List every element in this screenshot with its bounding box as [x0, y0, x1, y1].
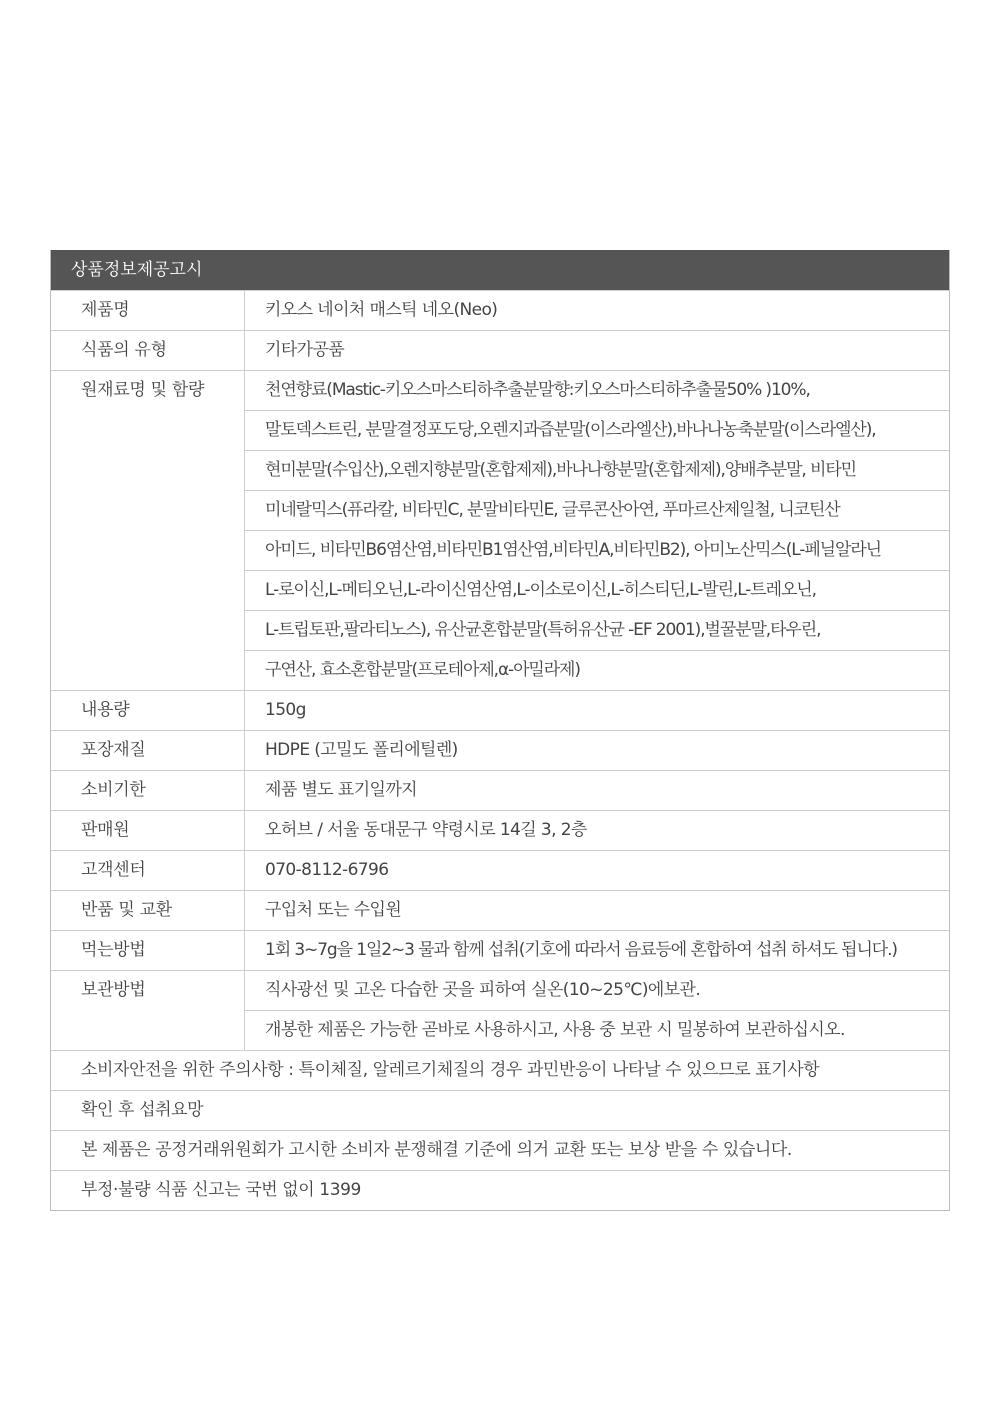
- ingredient-line: 현미분말(수입산),오렌지향분말(혼합제제),바나나향분말(혼합제제),양배추분말, 비타민: [245, 450, 949, 490]
- row-values: [245, 811, 949, 850]
- table-row-dispute-note: [51, 1130, 949, 1170]
- table-row-net-content: [51, 690, 949, 730]
- table-row-directions: [51, 930, 949, 970]
- row-value: 키오스 네이처 매스틱 네오(Neo): [265, 300, 498, 320]
- table-row-seller: [51, 810, 949, 850]
- row-values: [245, 691, 949, 730]
- row-value: 기타가공품: [265, 340, 345, 360]
- row-label: 식품의 유형: [51, 331, 245, 370]
- row-label: 고객센터: [51, 851, 245, 890]
- row-label: 소비기한: [51, 771, 245, 810]
- product-info-notice-table: [50, 250, 950, 1211]
- table-row-safety-note-cont: [51, 1090, 949, 1130]
- row-value: 1회 3~7g을 1일2~3 물과 함께 섭취(기호에 따라서 음료등에 혼합하여 섭취 하셔도 됩니다.): [265, 940, 897, 960]
- ingredient-line: L-로이신,L-메티오닌,L-라이신염산염,L-이소로이신,L-히스티딘,L-발린,L-트레오닌,: [245, 570, 949, 610]
- table-row-returns: [51, 890, 949, 930]
- ingredient-line: L-트립토판,팔라티노스), 유산균혼합분말(특허유산균 -EF 2001),벌꿀분말,타우린,: [245, 610, 949, 650]
- row-values: [245, 291, 949, 330]
- row-value: 제품 별도 표기일까지: [265, 780, 418, 800]
- row-label: 판매원: [51, 811, 245, 850]
- table-row-packaging: [51, 730, 949, 770]
- table-row-food-type: [51, 330, 949, 370]
- ingredient-line: 아미드, 비타민B6염산염,비타민B1염산염,비타민A,비타민B2), 아미노산믹스(L-페닐알라닌: [245, 530, 949, 570]
- notice-title: 상품정보제공고시: [51, 250, 949, 290]
- row-values: [245, 771, 949, 810]
- row-values: [245, 371, 949, 690]
- table-row-ingredients: [51, 370, 949, 690]
- notice-note: 확인 후 섭취요망: [81, 1100, 204, 1120]
- row-values: [245, 731, 949, 770]
- notice-note: 부정·불량 식품 신고는 국번 없이 1399: [81, 1180, 361, 1200]
- storage-line: 직사광선 및 고온 다습한 곳을 피하여 실온(10~25℃)에보관.: [265, 980, 701, 1000]
- row-values: [245, 331, 949, 370]
- row-label: 원재료명 및 함량: [51, 371, 245, 690]
- row-label: 포장재질: [51, 731, 245, 770]
- table-row-report-note: [51, 1170, 949, 1210]
- table-row-safety-note: [51, 1050, 949, 1090]
- ingredient-line: 구연산, 효소혼합분말(프로테아제,α-아밀라제): [245, 650, 949, 690]
- row-value: 구입처 또는 수입원: [265, 900, 402, 920]
- table-row-expiry: [51, 770, 949, 810]
- row-label: 반품 및 교환: [51, 891, 245, 930]
- row-value: HDPE (고밀도 폴리에틸렌): [265, 740, 458, 760]
- row-label: 내용량: [51, 691, 245, 730]
- row-label: 제품명: [51, 291, 245, 330]
- row-values: [245, 931, 949, 970]
- row-label: 먹는방법: [51, 931, 245, 970]
- storage-line: 개봉한 제품은 가능한 곧바로 사용하시고, 사용 중 보관 시 밀봉하여 보관하십시오.: [245, 1010, 949, 1050]
- ingredient-line: 말토덱스트린, 분말결정포도당,오렌지과즙분말(이스라엘산),바나나농축분말(이스라엘산),: [245, 410, 949, 450]
- notice-note: 본 제품은 공정거래위원회가 고시한 소비자 분쟁해결 기준에 의거 교환 또는 보상 받을 수 있습니다.: [81, 1140, 792, 1160]
- row-values: [245, 891, 949, 930]
- row-values: [245, 851, 949, 890]
- ingredient-line: 천연향료(Mastic-키오스마스티하추출분말향:키오스마스티하추출물50% )10%,: [265, 380, 810, 400]
- row-label: 보관방법: [51, 971, 245, 1050]
- ingredient-line: 미네랄믹스(퓨라칼, 비타민C, 분말비타민E, 글루콘산아연, 푸마르산제일철, 니코틴산: [245, 490, 949, 530]
- row-value: 150g: [265, 700, 306, 720]
- table-row-customer-center: [51, 850, 949, 890]
- notice-note: 소비자안전을 위한 주의사항 : 특이체질, 알레르기체질의 경우 과민반응이 나타날 수 있으므로 표기사항: [81, 1060, 820, 1080]
- row-values: [245, 971, 949, 1050]
- row-value: 오허브 / 서울 동대문구 약령시로 14길 3, 2층: [265, 820, 587, 840]
- table-row-storage: [51, 970, 949, 1050]
- phone-number: 070-8112-6796: [265, 860, 389, 880]
- table-row-product-name: [51, 290, 949, 330]
